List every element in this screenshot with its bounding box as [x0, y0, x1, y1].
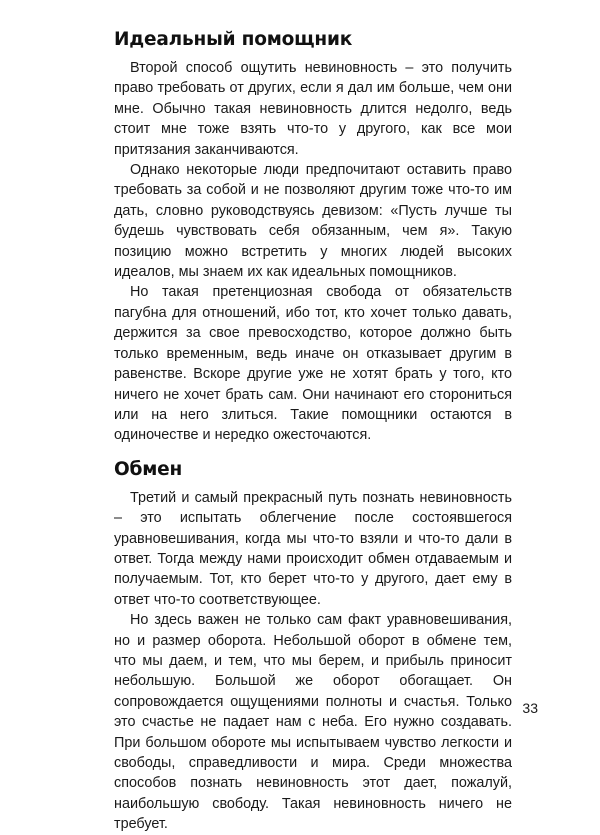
- paragraph: Второй способ ощутить невиновность – это получить право требовать от других, если я дал им больше, чем они мне. Обычно такая невиновность длится недолго, ведь стоит мне тоже взять что-то у другого, как все мои притязания заканчиваются.: [114, 60, 512, 158]
- paragraph: Однако некоторые люди предпочитают оставить право требовать за собой и не позволяют другим тоже что-то им дать, словно руководствуясь девизом: «Пусть лучше ты будешь чувствовать себя обязанным, чем я». Такую позицию можно встретить у многих людей высоких идеалов, мы знаем их как идеальных помощников.: [114, 162, 512, 281]
- section-heading-exchange: Обмен: [114, 458, 183, 480]
- paragraph: Третий и самый прекрасный путь познать невиновность – это испытать облегчение после состоявшегося уравновешивания, когда мы что-то взяли и что-то дали в ответ. Тогда между нами происходит обмен отдаваемым и получаемым. Тот, кто берет что-то у другого, дает ему в ответ что-то соответствующее.: [114, 489, 512, 608]
- section-heading-ideal-helper: Идеальный помощник: [114, 29, 353, 50]
- paragraph: Но здесь важен не только сам факт уравновешивания, но и размер оборота. Небольшой оборот в обмене тем, что мы даем, и тем, что мы берем, и прибыль приносит небольшую. Большой же оборот обогащает. Он сопровождается ощущениями полноты и счастья. Только это счастье не падает нам с неба. Его нужно создавать. При большом обороте мы испытываем чувство легкости и свободы, справедливости и мира. Среди множества способов познать невиновность этот дает, пожалуй, наибольшую свободу. Такая невиновность ничего не требует.: [114, 612, 512, 833]
- paragraph: Но такая претенциозная свобода от обязательств пагубна для отношений, ибо тот, кто хочет только давать, держится за свое превосходство, которое должно быть только временным, ведь иначе он отказывает другим в равенстве. Вскоре другие уже не хотят брать у того, кто ничего не хочет брать сам. Они начинают его сторониться или на него злиться. Такие помощники остаются в одиночестве и нередко ожесточаются.: [114, 284, 512, 444]
- page-content: [114, 28, 512, 835]
- page-number: 33: [522, 700, 538, 716]
